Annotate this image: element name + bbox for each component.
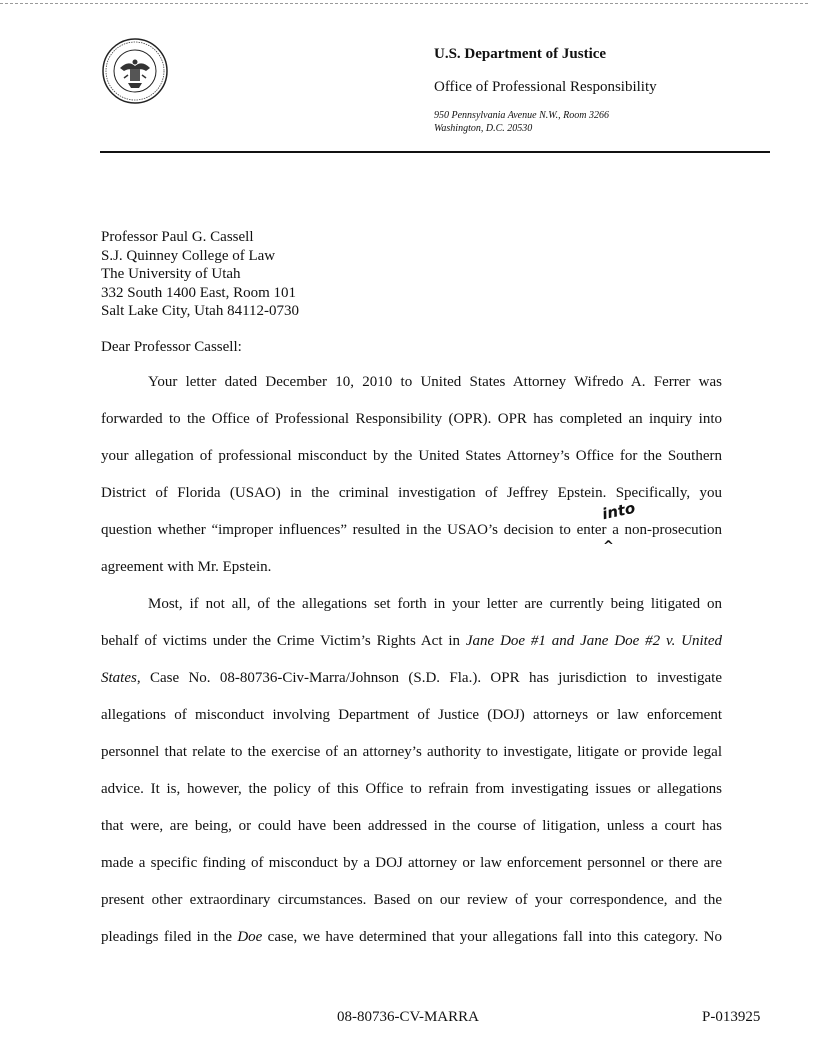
text-before-insert: question whether “improper influences” resulted in the USAO’s decision to enter — [101, 522, 607, 538]
paragraph2-line: allegations of misconduct involving Department of Justice (DOJ) attorneys or law enforcement — [101, 707, 722, 723]
paragraph2-line — [101, 928, 722, 946]
text-run: pleadings filed in the — [101, 929, 238, 945]
paragraph2-line: made a specific finding of misconduct by a DOJ attorney or law enforcement personnel or there are — [101, 855, 722, 871]
recipient-line: Salt Lake City, Utah 84112-0730 — [101, 303, 300, 320]
text-after-insert: a non-prosecution — [606, 522, 722, 538]
recipient-line: S.J. Quinney College of Law — [101, 247, 276, 264]
paragraph1-line: Your letter dated December 10, 2010 to United States Attorney Wifredo A. Ferrer was — [148, 374, 722, 390]
paragraph1-line: District of Florida (USAO) in the criminal investigation of Jeffrey Epstein. Specifically, you — [101, 485, 722, 501]
paragraph2-line: present other extraordinary circumstances. Based on our review of your correspondence, and the — [101, 892, 722, 908]
case-name-italic: States — [101, 670, 137, 686]
office-address-line2: Washington, D.C. 20530 — [434, 123, 533, 134]
paragraph2-line: that were, are being, or could have been addressed in the course of litigation, unless a court has — [101, 818, 722, 834]
letterhead-divider — [100, 151, 770, 153]
paragraph2-line: Most, if not all, of the allegations set forth in your letter are currently being litigated on — [148, 596, 722, 612]
footer-page-id: P-013925 — [702, 1009, 761, 1025]
recipient-address — [101, 228, 299, 321]
text-run: , Case No. 08-80736-Civ-Marra/Johnson (S.D. Fla.). OPR has jurisdiction to investigate — [136, 670, 722, 686]
recipient-line: Professor Paul G. Cassell — [101, 229, 254, 245]
office-name: Office of Professional Responsibility — [434, 79, 657, 95]
recipient-line: The University of Utah — [101, 266, 241, 283]
paragraph2-line — [101, 632, 722, 650]
paragraph1-line: forwarded to the Office of Professional Responsibility (OPR). OPR has completed an inquiry into — [101, 411, 722, 427]
text-run: case, we have determined that your allegations fall into this category. No — [262, 929, 723, 945]
paragraph1-line-edited — [101, 521, 722, 539]
doj-seal-icon — [102, 38, 168, 104]
salutation: Dear Professor Cassell: — [101, 339, 242, 355]
case-name-italic: Doe — [237, 929, 263, 945]
paragraph1-line: agreement with Mr. Epstein. — [101, 559, 272, 575]
office-address-line1: 950 Pennsylvania Avenue N.W., Room 3266 — [434, 110, 609, 121]
recipient-line: 332 South 1400 East, Room 101 — [101, 284, 297, 301]
footer-case-number: 08-80736-CV-MARRA — [337, 1009, 479, 1025]
department-name: U.S. Department of Justice — [434, 46, 607, 62]
text-run: behalf of victims under the Crime Victim’s Rights Act in — [101, 633, 466, 649]
insertion-caret: ^ — [603, 539, 614, 554]
paragraph2-line: personnel that relate to the exercise of an attorney’s authority to investigate, litigate or provide legal — [101, 744, 722, 760]
paragraph2-line: advice. It is, however, the policy of this Office to refrain from investigating issues or allegations — [101, 781, 722, 797]
scan-top-border — [0, 3, 808, 4]
handwritten-insertion: into — [600, 498, 637, 524]
case-name-italic: Jane Doe #1 and Jane Doe #2 v. United — [465, 633, 723, 649]
paragraph1-line: your allegation of professional misconduct by the United States Attorney’s Office for the Southern — [101, 448, 722, 464]
paragraph2-line — [101, 669, 722, 687]
